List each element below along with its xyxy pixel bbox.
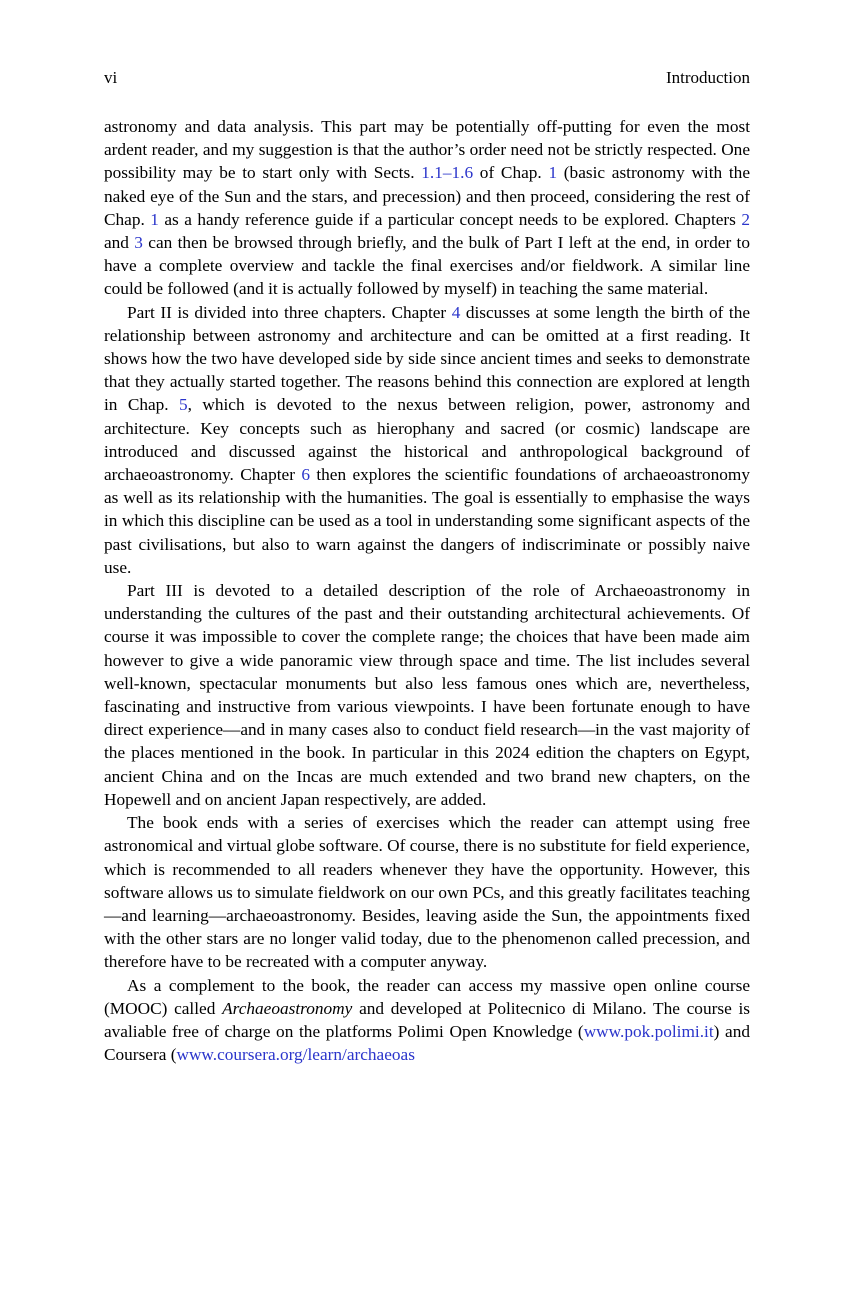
page-number: vi	[104, 68, 118, 87]
body-text-run: , which is devoted to the nexus between religion, power, astronomy and architecture. Key concepts such as hierophany and sacred (or cosmic) landscape are introduced and discussed against the historical and anthropological background of archaeoastronomy. Chapter	[104, 395, 750, 485]
body-text-run: and	[104, 233, 135, 253]
body-text-run: discusses at some length the birth of the relationship between astronomy and architecture and can be omitted at a first reading. It shows how the two have developed side by side since ancient times and seeks to demonstrate that they actually started together. The reasons behind this connection are explored at length in Chap.	[104, 302, 750, 415]
chap-4-link[interactable]: 4	[451, 302, 461, 322]
body-text-run: and developed at Politecnico di Milano. The course is avaliable free of charge on the platforms Polimi Open Knowledge (	[104, 998, 750, 1041]
body-text-run: The book ends with a series of exercises which the reader can attempt using free astronomical and virtual globe software. Of course, there is no substitute for field experience, which is recommended to all readers whenever they have the opportunity. However, this software allows us to simulate fieldwork on our own PCs, and this greatly facilitates teaching—and learning—archaeoastronomy. Besides, leaving aside the Sun, the appointments fixed with the other stars are no longer valid today, due to the phenomenon called precession, and therefore have to be recreated with a computer anyway.	[104, 813, 750, 972]
chap-6-link[interactable]: 6	[301, 465, 310, 485]
body-text-run: astronomy and data analysis. This part may be potentially off-putting for even the most ardent reader, and my suggestion is that the author’s order need not be strictly respected. One possibility may be to start only with Sects.	[104, 117, 750, 183]
body-text-run: can then be browsed through briefly, and the bulk of Part I left at the end, in order to have a complete overview and tackle the final exercises and/or fieldwork. A similar line could be followed (and it is actually followed by myself) in teaching the same material.	[104, 233, 750, 299]
body-text-run: Part II is divided into three chapters. Chapter	[127, 302, 452, 322]
mooc-title-italic: Archaeoastronomy	[222, 998, 353, 1018]
paragraph	[104, 301, 750, 579]
sects-1-1-1-6-link[interactable]: 1.1–1.6	[421, 163, 474, 183]
pok-polimi-url-link[interactable]: www.pok.polimi.it	[583, 1021, 714, 1041]
running-head	[104, 68, 750, 88]
chap-3-link[interactable]: 3	[134, 233, 143, 253]
paragraph	[104, 974, 750, 1067]
body-text-run: (basic astronomy with the naked eye of the Sun and the stars, and precession) and then proceed, considering the rest of Chap.	[104, 163, 750, 229]
chap-5-link[interactable]: 5	[179, 395, 188, 415]
text-column	[104, 115, 750, 1066]
body-text-run: as a handy reference guide if a particular concept needs to be explored. Chapters	[158, 209, 742, 229]
body-text-run: ) and Coursera (	[104, 1021, 751, 1065]
body-text-run: of Chap.	[473, 163, 549, 183]
body-text-run: Part III is devoted to a detailed description of the role of Archaeoastronomy in understanding the cultures of the past and their outstanding architectural achievements. Of course it was impossible to cover the complete range; the choices that have been made aim however to give a wide panoramic view through space and time. The list includes several well-known, spectacular monuments but also less famous ones which are, nevertheless, fascinating and instructive from various viewpoints. I have been fortunate enough to have direct experience—and in many cases also to conduct field research—in the vast majority of the places mentioned in the book. In particular in this 2024 edition the chapters on Egypt, ancient China and on the Incas are much extended and two brand new chapters, on the Hopewell and on ancient Japan respectively, are added.	[104, 581, 750, 809]
paragraph	[104, 115, 750, 301]
paragraph	[104, 811, 750, 973]
chap-2-link[interactable]: 2	[741, 209, 751, 229]
chap-1-link[interactable]: 1	[548, 163, 558, 183]
coursera-url-link[interactable]: www.coursera.org/learn/archaeoas	[176, 1045, 415, 1065]
chap-1-link[interactable]: 1	[150, 209, 159, 229]
body-text-run: As a complement to the book, the reader can access my massive open online course (MOOC) called	[104, 975, 750, 1018]
body-text-run: then explores the scientific foundations of archaeoastronomy as well as its relationship with the humanities. The goal is essentially to emphasise the ways in which this discipline can be used as a tool in understanding some significant aspects of the past civilisations, but also to warn against the dangers of indiscriminate or possibly naive use.	[104, 465, 750, 577]
running-title: Introduction	[665, 68, 750, 87]
paragraph	[104, 579, 750, 811]
